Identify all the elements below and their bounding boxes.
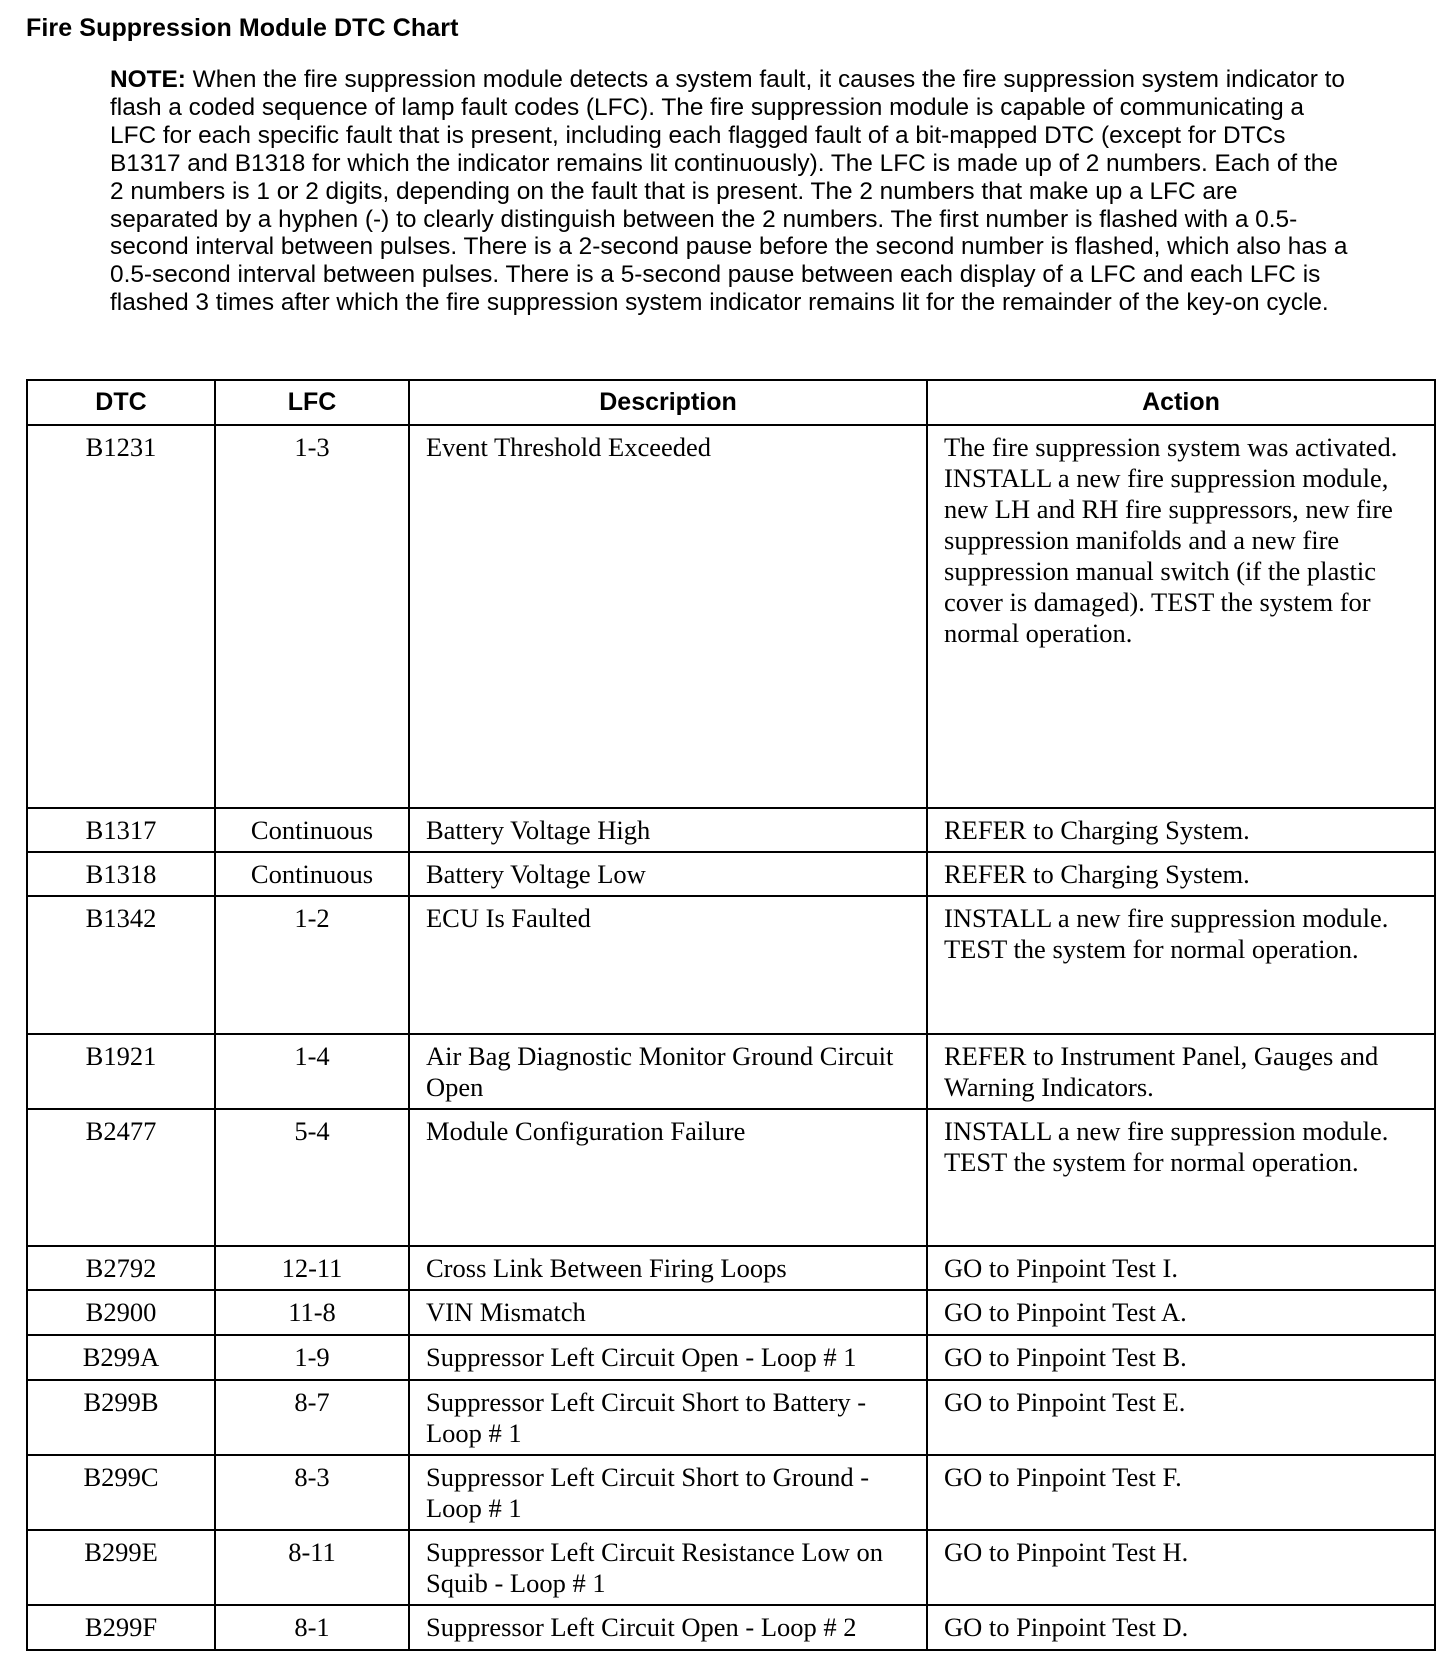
action-cell: GO to Pinpoint Test A. [927,1290,1435,1335]
note-label: NOTE: [110,66,186,93]
dtc-cell: B1342 [27,896,215,1034]
description-cell: Air Bag Diagnostic Monitor Ground Circuit Open [409,1034,927,1109]
action-cell: REFER to Charging System. [927,808,1435,852]
action-cell: GO to Pinpoint Test E. [927,1380,1435,1455]
lfc-cell: 1-4 [215,1034,409,1109]
table-row [27,852,1435,896]
action-cell: GO to Pinpoint Test B. [927,1335,1435,1380]
description-cell: Suppressor Left Circuit Open - Loop # 2 [409,1605,927,1650]
action-cell: REFER to Instrument Panel, Gauges and Warning Indicators. [927,1034,1435,1109]
action-cell: GO to Pinpoint Test H. [927,1530,1435,1605]
lfc-cell: 5-4 [215,1109,409,1246]
header-description: Description [409,380,927,425]
description-cell: Module Configuration Failure [409,1109,927,1246]
table-row [27,1380,1435,1455]
description-cell: Suppressor Left Circuit Short to Battery - Loop # 1 [409,1380,927,1455]
table-row [27,896,1435,1034]
table-row [27,1246,1435,1290]
lfc-cell: Continuous [215,808,409,852]
lfc-cell: 1-2 [215,896,409,1034]
description-cell: Event Threshold Exceeded [409,425,927,808]
dtc-cell: B2477 [27,1109,215,1246]
action-cell: The fire suppression system was activated. INSTALL a new fire suppression module, new LH and RH fire suppressors, new fire suppression manifolds and a new fire suppression manual switch (if the plastic cover is damaged). TEST the system for normal operation. [927,425,1435,808]
header-action: Action [927,380,1435,425]
description-cell: Cross Link Between Firing Loops [409,1246,927,1290]
dtc-cell: B1317 [27,808,215,852]
dtc-cell: B299E [27,1530,215,1605]
table-row [27,1455,1435,1530]
description-cell: Battery Voltage High [409,808,927,852]
action-cell: INSTALL a new fire suppression module. TEST the system for normal operation. [927,896,1435,1034]
table-row [27,1605,1435,1650]
header-lfc: LFC [215,380,409,425]
description-cell: Suppressor Left Circuit Short to Ground - Loop # 1 [409,1455,927,1530]
note-paragraph [110,66,1350,317]
note-text: When the fire suppression module detects a system fault, it causes the fire suppression system indicator to flash a coded sequence of lamp fault codes (LFC). The fire suppression module is capable of communicating a LFC for each specific fault that is present, including each flagged fault of a bit-mapped DTC (except for DTCs B1317 and B1318 for which the indicator remains lit continuously). The LFC is made up of 2 numbers. Each of the 2 numbers is 1 or 2 digits, depending on the fault that is present. The 2 numbers that make up a LFC are separated by a hyphen (-) to clearly distinguish between the 2 numbers. The first number is flashed with a 0.5-second interval between pulses. There is a 2-second pause before the second number is flashed, which also has a 0.5-second interval between pulses. There is a 5-second pause between each display of a LFC and each LFC is flashed 3 times after which the fire suppression system indicator remains lit for the remainder of the key-on cycle. [110,66,1348,317]
action-cell: GO to Pinpoint Test F. [927,1455,1435,1530]
table-header-row [27,380,1435,425]
description-cell: Suppressor Left Circuit Resistance Low on Squib - Loop # 1 [409,1530,927,1605]
action-cell: REFER to Charging System. [927,852,1435,896]
lfc-cell: 8-3 [215,1455,409,1530]
description-cell: VIN Mismatch [409,1290,927,1335]
action-cell: GO to Pinpoint Test D. [927,1605,1435,1650]
lfc-cell: 8-7 [215,1380,409,1455]
lfc-cell: 11-8 [215,1290,409,1335]
lfc-cell: 8-1 [215,1605,409,1650]
table-row [27,1335,1435,1380]
lfc-cell: Continuous [215,852,409,896]
dtc-cell: B299F [27,1605,215,1650]
table-row [27,1034,1435,1109]
dtc-cell: B299B [27,1380,215,1455]
dtc-cell: B2900 [27,1290,215,1335]
dtc-table [26,379,1436,1651]
table-row [27,425,1435,808]
table-row [27,1290,1435,1335]
lfc-cell: 1-9 [215,1335,409,1380]
dtc-cell: B2792 [27,1246,215,1290]
dtc-cell: B1318 [27,852,215,896]
dtc-cell: B1921 [27,1034,215,1109]
table-row [27,808,1435,852]
description-cell: ECU Is Faulted [409,896,927,1034]
dtc-cell: B299A [27,1335,215,1380]
table-row [27,1530,1435,1605]
description-cell: Battery Voltage Low [409,852,927,896]
lfc-cell: 1-3 [215,425,409,808]
page-title: Fire Suppression Module DTC Chart [26,14,459,42]
description-cell: Suppressor Left Circuit Open - Loop # 1 [409,1335,927,1380]
dtc-cell: B299C [27,1455,215,1530]
action-cell: INSTALL a new fire suppression module. TEST the system for normal operation. [927,1109,1435,1246]
lfc-cell: 8-11 [215,1530,409,1605]
lfc-cell: 12-11 [215,1246,409,1290]
table-row [27,1109,1435,1246]
action-cell: GO to Pinpoint Test I. [927,1246,1435,1290]
header-dtc: DTC [27,380,215,425]
dtc-cell: B1231 [27,425,215,808]
